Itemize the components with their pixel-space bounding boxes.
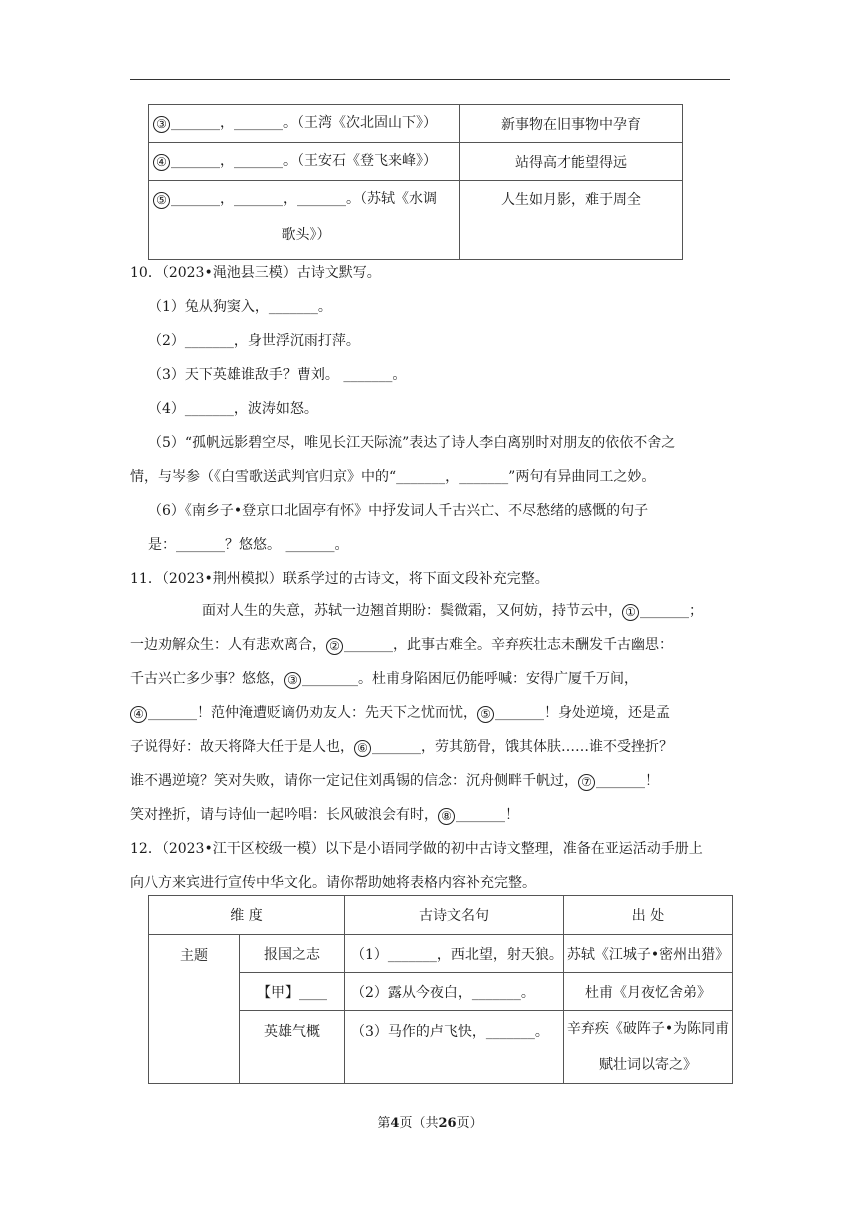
circled-number: ④ [153, 154, 170, 171]
circled-number: ⑦ [578, 774, 595, 791]
quote-blank: _______，_______，_______。（苏轼《水调 [171, 191, 437, 207]
dimension-cell: 【甲】____ [240, 973, 345, 1011]
page-footer: 第4页（共26页） [377, 1116, 483, 1131]
question-11-header: 11．（2023•荆州模拟）联系学过的古诗文，将下面文段补充完整。 [130, 571, 549, 587]
quote-blank: _______，_______。（王湾《次北固山下》） [171, 115, 437, 131]
meaning-cell: 站得高才能望得远 [460, 143, 683, 181]
q10-item-4: （4）_______，波涛如怒。 [148, 401, 318, 417]
circled-number: ⑤ [153, 192, 170, 209]
meaning-cell: 人生如月影，难于周全 [460, 181, 683, 260]
circled-number: ③ [284, 672, 301, 689]
q10-item-5: （5）“孤帆远影碧空尽，唯见长江天际流”表达了诗人李白离别时对朋友的依依不舍之 [148, 435, 676, 451]
question-12-header: 12．（2023•江干区校级一模）以下是小语同学做的初中古诗文整理，准备在亚运活动手册上 [130, 841, 703, 857]
sentence-cell: （1）_______，西北望，射天狼。 [345, 935, 564, 973]
circled-number: ④ [130, 706, 147, 723]
q11-para-line-6: 谁不遇逆境？笑对失败，请你一定记住刘禹锡的信念：沉舟侧畔千帆过， ⑦ _______！ [130, 773, 659, 789]
circled-number: ① [622, 604, 639, 621]
quote-continuation: 歌头》） [281, 227, 331, 243]
q10-item-6: （6）《南乡子•登京口北固亭有怀》中抒发词人千古兴亡、不尽愁绪的感慨的句子 [148, 503, 649, 519]
question-10-header: 10．（2023•渑池县三模）古诗文默写。 [130, 265, 381, 281]
q11-para-line-1: 面对人生的失意，苏轼一边翘首期盼：鬓微霜，又何妨，持节云中， ① _______； [202, 603, 703, 619]
q10-item-3: （3）天下英雄谁敌手？曹刘。 _______。 [148, 367, 407, 383]
header-rule [130, 79, 730, 80]
q10-item-6-cont: 是：_______？悠悠。 _______。 [148, 537, 349, 553]
source-cell: 杜甫《月夜忆舍弟》 [564, 973, 733, 1011]
sentence-cell: （2）露从今夜白，_______。 [345, 973, 564, 1011]
q10-item-1: （1）兔从狗窦入，_______。 [148, 299, 332, 315]
table-header-row [149, 896, 733, 935]
quote-table [148, 104, 683, 260]
q10-item-2: （2）_______，身世浮沉雨打萍。 [148, 333, 360, 349]
dimension-cell: 英雄气概 [240, 1011, 345, 1084]
question-12-header-cont: 向八方来宾进行宣传中华文化。请你帮助她将表格内容补充完整。 [130, 875, 536, 891]
table-row [149, 143, 683, 181]
col-sentence: 古诗文名句 [345, 896, 564, 935]
source-cell: 苏轼《江城子•密州出猎》 [564, 935, 733, 973]
dimension-cell: 报国之志 [240, 935, 345, 973]
sentence-cell: （3）马作的卢飞快，_______。 [345, 1011, 564, 1084]
circled-number: ② [326, 638, 343, 655]
circled-number: ⑥ [354, 740, 371, 757]
col-dimension: 维 度 [149, 896, 345, 935]
table-row [149, 935, 733, 973]
q11-para-line-2: 一边劝解众生：人有悲欢离合， ② _______，此事古难全。辛弃疾壮志未酬发千古幽思： [130, 637, 673, 653]
q10-item-5-cont: 情，与岑参（《白雪歌送武判官归京》中的“_______，_______”两句有异曲同工之妙。 [130, 469, 656, 485]
theme-cell: 主题 [149, 935, 240, 1084]
circled-number: ③ [153, 116, 170, 133]
table-row [149, 181, 683, 260]
q11-para-line-5: 子说得好：故天将降大任于是人也， ⑥ _______，劳其筋骨，饿其体肤……谁不受挫折？ [130, 739, 673, 755]
table-row [149, 105, 683, 143]
meaning-cell: 新事物在旧事物中孕育 [460, 105, 683, 143]
q11-para-line-4: ④ _______！范仲淹遭贬谪仍劝友人：先天下之忧而忧， ⑤ _______！身处逆境，还是孟 [130, 702, 730, 723]
quote-blank: _______，_______。（王安石《登飞来峰》） [171, 153, 437, 169]
poetry-table [148, 895, 733, 1084]
circled-number: ⑧ [438, 808, 455, 825]
circled-number: ⑤ [477, 706, 494, 723]
source-cell: 辛弃疾《破阵子•为陈同甫 赋壮词以寄之》 [564, 1011, 733, 1084]
q11-para-line-7: 笑对挫折，请与诗仙一起吟唱：长风破浪会有时， ⑧ _______！ [130, 807, 519, 823]
col-source: 出 处 [564, 896, 733, 935]
page-total: 26 [438, 1116, 457, 1131]
page-number: 4 [390, 1116, 400, 1131]
q11-para-line-3: 千古兴亡多少事？悠悠， ③ ________。杜甫身陷困厄仍能呼喊：安得广厦千万间， [130, 671, 638, 687]
